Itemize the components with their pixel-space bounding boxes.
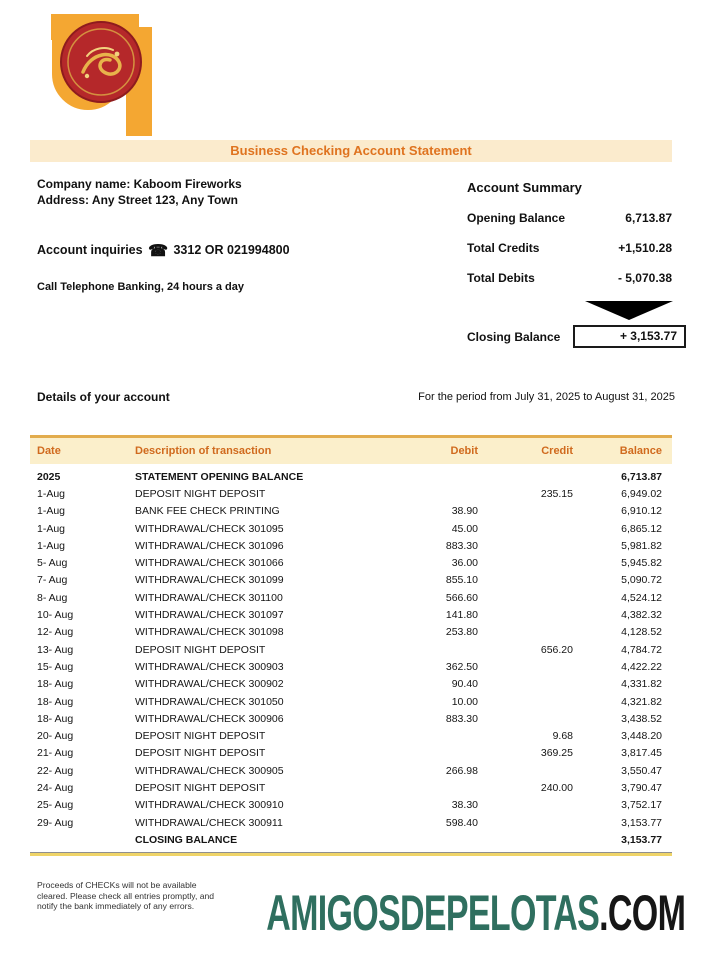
cell-description: WITHDRAWAL/CHECK 300910 — [135, 799, 284, 812]
cell-date: 7- Aug — [37, 574, 68, 587]
cell-balance: 5,981.82 — [621, 539, 662, 552]
brand-watermark — [266, 884, 685, 942]
cell-description: WITHDRAWAL/CHECK 301066 — [135, 557, 284, 570]
cell-date: 12- Aug — [37, 626, 74, 639]
table-row — [30, 485, 672, 502]
table-row — [30, 779, 672, 796]
table-row — [30, 745, 672, 762]
cell-balance: 6,713.87 — [621, 470, 662, 483]
footer-notice-line: cleared. Please check all entries promptly, and — [37, 890, 215, 901]
cell-date: 5- Aug — [37, 557, 68, 570]
header-description: Description of transaction — [135, 445, 272, 457]
cell-date: 8- Aug — [37, 591, 68, 604]
cell-credit: 240.00 — [540, 781, 573, 794]
cell-description: WITHDRAWAL/CHECK 301097 — [135, 609, 284, 622]
cell-description: WITHDRAWAL/CHECK 300902 — [135, 678, 284, 691]
cell-date: 2025 — [37, 470, 61, 483]
cell-balance: 3,550.47 — [621, 764, 662, 777]
table-row — [30, 710, 672, 727]
total-debits-label: Total Debits — [467, 271, 535, 285]
cell-balance: 4,784.72 — [621, 643, 662, 656]
brand-watermark-green: AMIGOSDEPELOTAS — [265, 885, 599, 941]
cell-date: 22- Aug — [37, 764, 74, 777]
total-debits-value: - 5,070.38 — [617, 271, 672, 285]
cell-debit: 362.50 — [445, 660, 478, 673]
cell-balance: 6,949.02 — [621, 487, 662, 500]
table-row — [30, 676, 672, 693]
cell-balance: 3,752.17 — [621, 799, 662, 812]
header-date: Date — [37, 445, 61, 457]
cell-description: DEPOSIT NIGHT DEPOSIT — [135, 643, 266, 656]
cell-credit: 235.15 — [540, 487, 573, 500]
cell-credit: 369.25 — [540, 747, 573, 760]
details-title: Details of your account — [37, 390, 170, 404]
cell-description: DEPOSIT NIGHT DEPOSIT — [135, 730, 266, 743]
cell-date: 1-Aug — [37, 505, 66, 518]
cell-date: 1-Aug — [37, 522, 66, 535]
arrow-row — [467, 301, 686, 321]
cell-description: STATEMENT OPENING BALANCE — [135, 470, 304, 483]
bank-seal-icon — [61, 22, 141, 102]
cell-debit: 38.90 — [451, 505, 478, 518]
cell-date: 18- Aug — [37, 695, 74, 708]
statement-period: For the period from July 31, 2025 to August 31, 2025 — [418, 391, 675, 403]
table-row — [30, 537, 672, 554]
bank-logo — [35, 10, 167, 136]
inquiries-phone-number: 3312 OR 021994800 — [173, 243, 290, 257]
cell-description: WITHDRAWAL/CHECK 301099 — [135, 574, 284, 587]
cell-credit: 9.68 — [552, 730, 573, 743]
cell-date: 29- Aug — [37, 816, 74, 829]
cell-date: 25- Aug — [37, 799, 74, 812]
cell-balance: 3,153.77 — [621, 816, 662, 829]
telephone-banking-note: Call Telephone Banking, 24 hours a day — [37, 281, 245, 293]
closing-balance-label: Closing Balance — [467, 329, 561, 344]
table-row — [30, 624, 672, 641]
closing-balance-box: + 3,153.77 — [573, 325, 686, 348]
header-credit: Credit — [541, 445, 573, 457]
closing-balance-row — [467, 325, 686, 348]
table-row — [30, 762, 672, 779]
cell-balance: 5,945.82 — [621, 557, 662, 570]
cell-balance: 4,321.82 — [621, 695, 662, 708]
cell-date: 20- Aug — [37, 730, 74, 743]
company-address: Address: Any Street 123, Any Town — [37, 193, 238, 207]
cell-balance: 4,382.32 — [621, 609, 662, 622]
cell-description: CLOSING BALANCE — [135, 833, 238, 846]
cell-date: 10- Aug — [37, 609, 74, 622]
bank-logo-glyph — [35, 10, 167, 136]
footer-notice-line: Proceeds of CHECKs will not be available — [37, 880, 197, 890]
table-row — [30, 641, 672, 658]
cell-balance: 3,438.52 — [621, 712, 662, 725]
footer-notice-line: notify the bank immediately of any errors. — [37, 901, 195, 911]
cell-description: DEPOSIT NIGHT DEPOSIT — [135, 487, 266, 500]
table-row — [30, 520, 672, 537]
cell-date: 1-Aug — [37, 487, 66, 500]
cell-description: WITHDRAWAL/CHECK 300911 — [135, 816, 283, 829]
cell-description: DEPOSIT NIGHT DEPOSIT — [135, 781, 266, 794]
opening-balance-value: 6,713.87 — [625, 211, 672, 225]
cell-balance: 6,865.12 — [621, 522, 662, 535]
footer-notice — [37, 880, 214, 912]
cell-debit: 883.30 — [445, 539, 478, 552]
account-inquiries-label: Account inquiries — [37, 243, 143, 257]
cell-date: 24- Aug — [37, 781, 74, 794]
cell-description: DEPOSIT NIGHT DEPOSIT — [135, 747, 266, 760]
cell-balance: 3,448.20 — [621, 730, 662, 743]
header-balance: Balance — [619, 445, 662, 457]
summary-title: Account Summary — [467, 180, 582, 195]
table-row — [30, 554, 672, 571]
summary-row-debits — [467, 271, 686, 285]
cell-balance: 4,524.12 — [621, 591, 662, 604]
cell-description: WITHDRAWAL/CHECK 300906 — [135, 712, 284, 725]
cell-debit: 45.00 — [451, 522, 478, 535]
table-row — [30, 572, 672, 589]
header-debit: Debit — [450, 445, 478, 457]
company-name: Company name: Kaboom Fireworks — [37, 177, 242, 191]
brand-watermark-black: .COM — [598, 885, 685, 941]
cell-description: WITHDRAWAL/CHECK 301096 — [135, 539, 284, 552]
cell-description: WITHDRAWAL/CHECK 301095 — [135, 522, 284, 535]
cell-debit: 855.10 — [445, 574, 478, 587]
cell-balance: 4,331.82 — [621, 678, 662, 691]
table-row — [30, 693, 672, 710]
cell-date: 15- Aug — [37, 660, 74, 673]
cell-debit: 90.40 — [451, 678, 478, 691]
statement-title: Business Checking Account Statement — [30, 140, 672, 162]
table-row — [30, 503, 672, 520]
cell-debit: 253.80 — [445, 626, 478, 639]
table-row — [30, 606, 672, 623]
table-row — [30, 797, 672, 814]
cell-debit: 266.98 — [445, 764, 478, 777]
account-inquiries — [37, 241, 290, 261]
total-credits-label: Total Credits — [467, 241, 540, 255]
cell-description: WITHDRAWAL/CHECK 301100 — [135, 591, 283, 604]
cell-date: 18- Aug — [37, 678, 74, 691]
cell-debit: 141.80 — [445, 609, 478, 622]
company-info — [37, 176, 242, 208]
arrow-down-icon — [585, 301, 673, 320]
table-row — [30, 831, 672, 848]
cell-balance: 3,790.47 — [621, 781, 662, 794]
cell-debit: 883.30 — [445, 712, 478, 725]
cell-debit: 598.40 — [445, 816, 478, 829]
cell-description: WITHDRAWAL/CHECK 300905 — [135, 764, 284, 777]
cell-balance: 3,153.77 — [621, 833, 662, 846]
table-row — [30, 468, 672, 485]
cell-debit: 36.00 — [451, 557, 478, 570]
table-header — [30, 438, 672, 464]
cell-description: WITHDRAWAL/CHECK 301098 — [135, 626, 284, 639]
cell-debit: 10.00 — [451, 695, 478, 708]
table-row — [30, 727, 672, 744]
table-row — [30, 814, 672, 831]
summary-row-credits — [467, 241, 686, 255]
total-credits-value: +1,510.28 — [618, 241, 672, 255]
table-row — [30, 589, 672, 606]
cell-date: 1-Aug — [37, 539, 66, 552]
transaction-table — [30, 435, 672, 856]
cell-date: 18- Aug — [37, 712, 74, 725]
cell-debit: 38.30 — [451, 799, 478, 812]
table-row — [30, 658, 672, 675]
cell-balance: 4,128.52 — [621, 626, 662, 639]
cell-description: WITHDRAWAL/CHECK 301050 — [135, 695, 284, 708]
cell-date: 13- Aug — [37, 643, 74, 656]
cell-date: 21- Aug — [37, 747, 74, 760]
cell-balance: 4,422.22 — [621, 660, 662, 673]
cell-debit: 566.60 — [445, 591, 478, 604]
cell-description: WITHDRAWAL/CHECK 300903 — [135, 660, 284, 673]
table-bottom-border-gold — [30, 853, 672, 856]
account-summary — [467, 180, 686, 348]
cell-balance: 5,090.72 — [621, 574, 662, 587]
summary-row-opening — [467, 211, 686, 225]
cell-credit: 656.20 — [540, 643, 573, 656]
opening-balance-label: Opening Balance — [467, 211, 566, 225]
cell-balance: 6,910.12 — [621, 505, 662, 518]
cell-description: BANK FEE CHECK PRINTING — [135, 505, 280, 518]
table-body — [30, 464, 672, 849]
telephone-icon: ☎ — [148, 243, 168, 260]
cell-balance: 3,817.45 — [621, 747, 662, 760]
